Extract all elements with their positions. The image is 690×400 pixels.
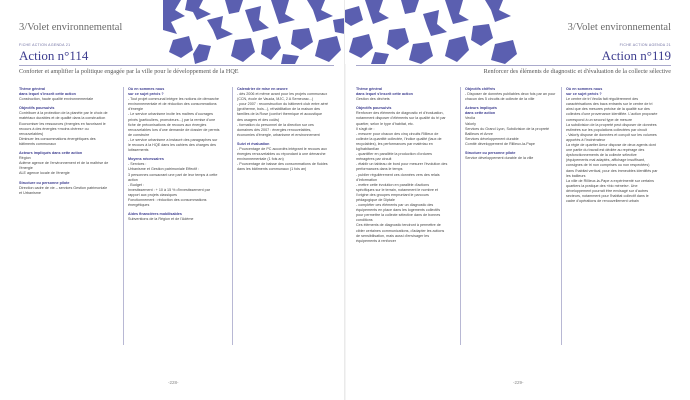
section-label: 3/Volet environnemental bbox=[567, 22, 671, 33]
title-rule bbox=[356, 65, 671, 66]
block-text: - Services : bbox=[128, 162, 147, 167]
block-text: - compléter ces éléments par un diagnostic des équipements en place dans les logements collectifs pour permettre la collecte sélective dans de bonnes conditions bbox=[356, 203, 441, 223]
block-text: Adème agence de l'environnement et de la maîtrise de l'énergie bbox=[19, 161, 109, 171]
action-kicker: FICHE ACTION AGENDA 21 bbox=[19, 43, 71, 47]
page-number: -229- bbox=[513, 380, 524, 385]
column-3 bbox=[237, 87, 329, 173]
block-heading: Où en sommes nous sur ce sujet précis ? bbox=[566, 87, 603, 97]
block-text: Contribuer à la protection de la planète par le choix de matériaux durables et de qualité dans la construction bbox=[19, 111, 108, 121]
column-2 bbox=[128, 87, 220, 222]
decorative-pattern bbox=[163, 0, 345, 64]
action-subtitle: Conforter et amplifier la politique engagée par la ville pour le développement de la HQE bbox=[19, 68, 239, 75]
column-3 bbox=[566, 87, 658, 204]
block-text: Service développement durable de la ville bbox=[465, 156, 534, 161]
column-1 bbox=[19, 87, 111, 196]
block-heading: Acteurs impliqués dans cette action bbox=[19, 151, 83, 156]
block-text: Direction cadre de vie – services Gestion patrimoniale et Urbanisme bbox=[19, 185, 108, 195]
block-text: Renforcer des éléments de diagnostic et d'évaluation, notamment disposer d'éléments sur la qualité du tri par quartier, selon le type d'habitat, etc. bbox=[356, 111, 446, 126]
action-subtitle: Renforcer des éléments de diagnostic et d'évaluation de la collecte sélective bbox=[483, 68, 671, 75]
block-text: Services développement durable bbox=[465, 136, 519, 141]
block-text: Bailleurs et Amre bbox=[465, 131, 493, 136]
block-text: ALE agence locale de l'énergie bbox=[19, 171, 70, 176]
block-text: Comité développement de Rillieux-la-Pape bbox=[465, 141, 535, 146]
block-text: Services du Grand Lyon, Subdivision de la propreté bbox=[465, 126, 550, 131]
block-heading: Structure ou personne pilote bbox=[19, 180, 70, 185]
block-text: Région bbox=[19, 156, 31, 161]
block-heading: Où en sommes nous sur ce sujet précis ? bbox=[128, 87, 165, 97]
block-text: Construction, haute qualité environnementale bbox=[19, 97, 94, 102]
block-heading: Suivi et évaluation bbox=[237, 141, 270, 146]
block-text: - dès 2006 et même avant pour les projets communaux (CCN, école de Vaucia, MJC, 2 A Semeurac...) bbox=[237, 92, 328, 102]
block-heading: Acteurs impliqués dans cette action bbox=[465, 106, 497, 116]
block-text: La ville de Rillieux-la-Pape a expérimenté sur certains quartiers la pratique des «bio ménets». Une développement pourrait être envisagé sur d'autres secteurs, notamment pour l'habitat collectif dans le cadre d'opérations de renouvellement urbain bbox=[566, 178, 654, 204]
column-divider bbox=[460, 87, 461, 345]
block-heading: Moyens nécessaires bbox=[128, 157, 164, 162]
block-text: Subventions de la Région et de l'Adème bbox=[128, 217, 194, 222]
block-text: Urbanisme et Gestion patrimoniale Effectif : bbox=[128, 167, 200, 172]
action-title: Action n°114 bbox=[19, 48, 89, 63]
block-text: - mesurer pour chacun des cinq circuits Rillieux de collecte la quantité collectée, l'indice qualité (taux de recyclables), les performances par matériau en kg/habitant/an bbox=[356, 131, 442, 152]
page-number: -228- bbox=[168, 380, 179, 385]
block-text: Il s'agit de : bbox=[356, 126, 375, 131]
block-heading: Objectifs poursuivis bbox=[19, 106, 55, 111]
block-text: Ces éléments de diagnostic tendront à permettre de cibler certaines communications, d'adapter les actions de sensibilisation, mais aussi d'envisager les équipements à renforcer bbox=[356, 223, 445, 243]
block-text: - Tout projet communal intègre les notions de démarche environnementale et de réduction des consommations d'énergie bbox=[128, 97, 219, 112]
block-text: Investissement : + 10 à 15 % d'investissement par rapport aux projets classiques bbox=[128, 187, 210, 197]
section-label: 3/Volet environnemental bbox=[19, 22, 123, 33]
block-text: Fonctionnement : réduction des consommations énergétiques bbox=[128, 197, 207, 208]
block-text: - établir un tableau de bord pour mesurer l'évolution des performances dans le temps bbox=[356, 162, 448, 172]
block-text: La régie de quartier Amur dispose de deux agents dont une partie du travail est dédiée au repérage des dysfonctionnements de la collecte sélective (équipements mal adaptés, affichage insuffisant, consignes de tri non comprises ou non respectées) dans l'habitat vertical, pour des immeubles identifiés par les bailleurs bbox=[566, 143, 658, 178]
block-text: Veolia bbox=[465, 116, 476, 121]
decorative-pattern bbox=[345, 0, 520, 64]
block-text: Gestion des déchets bbox=[356, 97, 390, 102]
block-text: - Budget : bbox=[128, 182, 144, 187]
action-kicker: FICHE ACTION AGENDA 21 bbox=[619, 43, 671, 47]
block-text: - mettre cette évolution en parallèle d'actions spécifiques sur le terrain, notamment le nombre et l'origine des groupes empruntant le parcours pédagogique de Diptale bbox=[356, 182, 438, 202]
block-text: Valorly bbox=[465, 121, 476, 126]
title-rule bbox=[19, 65, 334, 66]
block-text: - pour 2007 : reconstruction du bâtiment club entre aéré (grotherme, bois...), réhabilitation de la maison des familles de la Rose (confort thermique et acoustique des usagers et des coûts) bbox=[237, 102, 329, 122]
block-heading: Structure ou personne pilote bbox=[465, 151, 516, 156]
right-page bbox=[345, 0, 690, 400]
block-text: Diminuer les consommations énergétiques des bâtiments communaux bbox=[19, 136, 96, 146]
block-text: - Disposer de données publiables deux fois par an pour chacun des 5 circuits de collecte de la ville bbox=[465, 92, 556, 102]
block-text: - Pourcentage de baisse des consommations de fluides dans les bâtiments communaux (1 fois an) bbox=[237, 162, 328, 172]
column-1 bbox=[356, 87, 448, 244]
block-text: - quantifier en parallèle la production d'ordures ménagères par circuit bbox=[356, 152, 432, 162]
block-heading: Objectifs poursuivis bbox=[356, 106, 392, 111]
block-text: - formation du personnel de la direction sur ces domaines dès 2007 : énergies renouvelables, économies d'énergie, urbanisme et environnement bbox=[237, 122, 320, 137]
block-text: - publier régulièrement ces données vers des relais d'information bbox=[356, 172, 440, 182]
action-title: Action n°119 bbox=[601, 48, 671, 63]
block-text: - Valorly dispose de données et conçoit sur les volumes apportés à l'incinérateur bbox=[566, 132, 657, 142]
block-text: - Pourcentage de PC accordés intégrant le recours aux énergies renouvelables ou répondant à une démarche environnementale (1 fois an) bbox=[237, 147, 327, 162]
block-text: 3 personnes consacrant une part de leur temps à cette action bbox=[128, 172, 218, 182]
block-heading: Aides financières mobilisables bbox=[128, 212, 182, 217]
block-heading: Thème général dans lequel s'inscrit cette action bbox=[19, 87, 76, 97]
block-heading: Objectifs chiffrés bbox=[465, 87, 496, 91]
block-text: - Le service urbanisme a instauré des paragraphes sur le recours à la HQE dans les cahiers des charges des lotissements bbox=[128, 137, 218, 153]
block-text: - Le service urbanisme incite les maîtres d'ouvrages privés (particuliers, promoteurs...) par la remise d'une fiche de préconisations de recours aux énergies renouvelables lors d'une demande de dossier de permis de construire bbox=[128, 112, 220, 137]
block-heading: Calendrier de mise en œuvre bbox=[237, 87, 288, 91]
block-text: Le centre de tri Veolia fait régulièrement des caractérisations des bacs entrants sur le centre de tri ainsi que des mesures précise de la qualité sur des collectes d'une provenance identifiée. L'action proposée correspond à un second type de mesure bbox=[566, 97, 658, 122]
column-divider bbox=[232, 87, 233, 345]
column-divider bbox=[123, 87, 124, 345]
block-text: Economiser les ressources (énergies en favorisant le recours à des énergies «moins chères» ou renouvelables) bbox=[19, 121, 106, 136]
column-divider bbox=[561, 87, 562, 345]
block-text: La subdivision de la propreté peut disposer de données estimées sur les populations collectées par circuit bbox=[566, 122, 657, 132]
block-heading: Thème général dans lequel s'inscrit cette action bbox=[356, 87, 413, 97]
column-2 bbox=[465, 87, 557, 161]
